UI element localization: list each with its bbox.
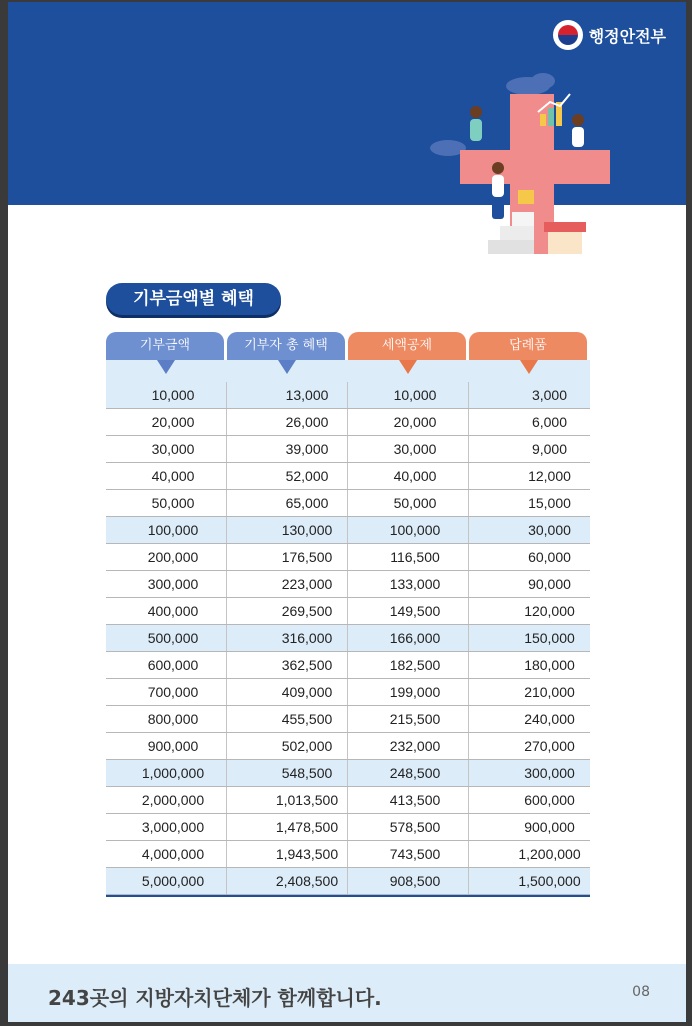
- table-row: [106, 652, 590, 679]
- table-header: [106, 332, 590, 360]
- table-cell: 1,500,000: [518, 873, 581, 889]
- table-cell: 578,500: [348, 814, 469, 840]
- table-cell: 9,000: [531, 441, 568, 457]
- table-cell: 210,000: [524, 684, 575, 700]
- footer-slogan: 243곳의 지방자치단체가 함께합니다.: [48, 986, 382, 1010]
- footer: [8, 964, 686, 1022]
- table-cell: 65,000: [227, 490, 348, 516]
- table-cell: 120,000: [524, 603, 575, 619]
- table-cell: 409,000: [227, 679, 348, 705]
- table-cell: 10,000: [106, 382, 227, 408]
- table-cell: 10,000: [348, 382, 469, 408]
- table-cell: 50,000: [348, 490, 469, 516]
- table-cell: 6,000: [531, 414, 568, 430]
- arrow-down-icon: [520, 360, 538, 374]
- table-cell: 100,000: [348, 517, 469, 543]
- table-cell: 300,000: [524, 765, 575, 781]
- table-cell: 548,500: [227, 760, 348, 786]
- table-row: [106, 787, 590, 814]
- table-row: [106, 679, 590, 706]
- donation-illustration: [428, 72, 618, 262]
- table-cell: 1,943,500: [227, 841, 348, 867]
- table-cell: 232,000: [348, 733, 469, 759]
- table-cell: 5,000,000: [106, 868, 227, 894]
- table-cell: 30,000: [106, 436, 227, 462]
- table-cell: 900,000: [524, 819, 575, 835]
- table-cell: 149,500: [348, 598, 469, 624]
- table-cell: 150,000: [524, 630, 575, 646]
- col-header-total-benefit: 기부자 총 혜택: [227, 332, 345, 360]
- table-cell: 248,500: [348, 760, 469, 786]
- table-body: [106, 382, 590, 895]
- table-row: [106, 706, 590, 733]
- table-cell: 20,000: [106, 409, 227, 435]
- table-cell: 20,000: [348, 409, 469, 435]
- table-cell: 223,000: [227, 571, 348, 597]
- table-cell: 15,000: [528, 495, 571, 511]
- table-cell: 130,000: [227, 517, 348, 543]
- table-cell: 900,000: [106, 733, 227, 759]
- table-cell: 199,000: [348, 679, 469, 705]
- table-cell: 176,500: [227, 544, 348, 570]
- taegeuk-logo-icon: [553, 20, 583, 50]
- ministry-name: 행정안전부: [588, 26, 666, 46]
- table-row: [106, 814, 590, 841]
- table-cell: 166,000: [348, 625, 469, 651]
- table-cell: 600,000: [524, 792, 575, 808]
- table-bottom-rule: [106, 895, 590, 897]
- table-cell: 316,000: [227, 625, 348, 651]
- table-row: [106, 625, 590, 652]
- table-cell: 12,000: [528, 468, 571, 484]
- benefits-table: [106, 332, 590, 897]
- ministry-logo: [553, 20, 666, 50]
- table-cell: 362,500: [227, 652, 348, 678]
- table-cell: 455,500: [227, 706, 348, 732]
- table-cell: 215,500: [348, 706, 469, 732]
- table-cell: 270,000: [524, 738, 575, 754]
- table-cell: 133,000: [348, 571, 469, 597]
- table-cell: 90,000: [528, 576, 571, 592]
- table-row: [106, 571, 590, 598]
- table-cell: 2,000,000: [106, 787, 227, 813]
- table-cell: 4,000,000: [106, 841, 227, 867]
- table-cell: 26,000: [227, 409, 348, 435]
- table-cell: 60,000: [528, 549, 571, 565]
- table-cell: 240,000: [524, 711, 575, 727]
- table-cell: 743,500: [348, 841, 469, 867]
- arrow-down-icon: [278, 360, 296, 374]
- table-cell: 30,000: [348, 436, 469, 462]
- table-row: [106, 760, 590, 787]
- col-header-tax-credit: 세액공제: [348, 332, 466, 360]
- table-cell: 908,500: [348, 868, 469, 894]
- table-cell: 40,000: [106, 463, 227, 489]
- plus-cross-icon: [460, 94, 610, 254]
- table-cell: 13,000: [227, 382, 348, 408]
- table-cell: 700,000: [106, 679, 227, 705]
- table-cell: 269,500: [227, 598, 348, 624]
- table-cell: 1,478,500: [227, 814, 348, 840]
- table-cell: 1,000,000: [106, 760, 227, 786]
- arrow-down-icon: [399, 360, 417, 374]
- table-cell: 182,500: [348, 652, 469, 678]
- col-header-gift: 답례품: [469, 332, 587, 360]
- section-title: 기부금액별 혜택: [106, 283, 281, 315]
- table-row: [106, 841, 590, 868]
- shop-icon: [544, 222, 586, 254]
- table-cell: 40,000: [348, 463, 469, 489]
- table-cell: 2,408,500: [227, 868, 348, 894]
- gift-icon: [518, 190, 534, 204]
- table-cell: 39,000: [227, 436, 348, 462]
- table-row: [106, 490, 590, 517]
- table-cell: 3,000: [531, 387, 568, 403]
- table-cell: 50,000: [106, 490, 227, 516]
- table-cell: 3,000,000: [106, 814, 227, 840]
- table-cell: 1,013,500: [227, 787, 348, 813]
- table-row: [106, 517, 590, 544]
- table-row: [106, 463, 590, 490]
- table-row: [106, 409, 590, 436]
- brochure-page: [8, 2, 686, 1022]
- page-number: 08: [632, 984, 650, 1000]
- table-cell: 502,000: [227, 733, 348, 759]
- table-cell: 30,000: [528, 522, 571, 538]
- table-cell: 413,500: [348, 787, 469, 813]
- table-row: [106, 598, 590, 625]
- arrow-down-icon: [157, 360, 175, 374]
- table-spacer: [106, 360, 590, 382]
- table-cell: 500,000: [106, 625, 227, 651]
- table-cell: 800,000: [106, 706, 227, 732]
- table-cell: 100,000: [106, 517, 227, 543]
- table-cell: 180,000: [524, 657, 575, 673]
- table-row: [106, 382, 590, 409]
- table-cell: 52,000: [227, 463, 348, 489]
- col-header-donation: 기부금액: [106, 332, 224, 360]
- table-cell: 600,000: [106, 652, 227, 678]
- table-row: [106, 733, 590, 760]
- table-row: [106, 544, 590, 571]
- table-row: [106, 868, 590, 895]
- table-cell: 1,200,000: [518, 846, 581, 862]
- table-cell: 116,500: [348, 544, 469, 570]
- table-cell: 300,000: [106, 571, 227, 597]
- table-cell: 200,000: [106, 544, 227, 570]
- table-row: [106, 436, 590, 463]
- table-cell: 400,000: [106, 598, 227, 624]
